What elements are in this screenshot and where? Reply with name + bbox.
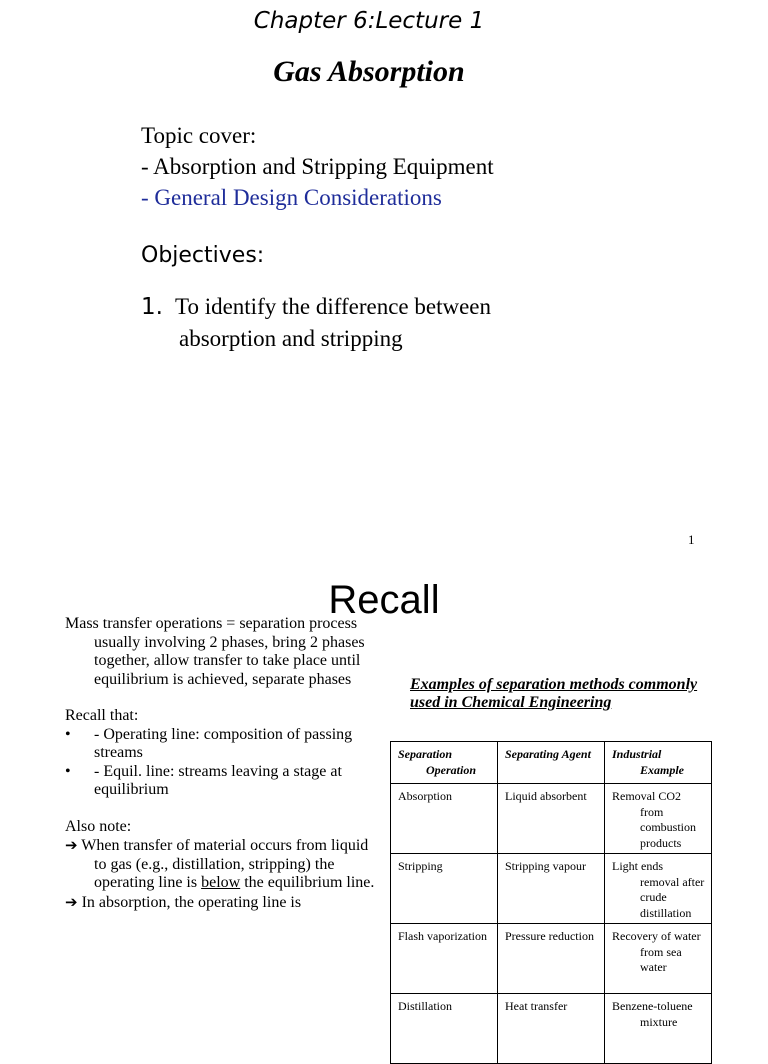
bullet-icon: • [65,725,71,743]
table-caption: Examples of separation methods commonly used in Chemical Engineering [410,676,698,711]
bullet-text: - Equil. line: streams leaving a stage at equilibrium [94,762,342,798]
topic-label: Topic cover: [141,123,257,148]
arrow-icon: ➔ [65,892,78,911]
bullet-item [65,726,375,763]
intro-paragraph: Mass transfer operations = separation process usually involving 2 phases, bring 2 phases together, allow transfer to take place until equilibrium is achieved, separate phases [65,615,365,688]
table-cell: Stripping vapour [498,854,605,924]
note-text-before: When transfer of material occurs from liquid to gas (e.g., distillation, stripping) the operating line is [81,837,369,891]
table-header-cell: Industrial Example [605,742,712,784]
recall-title: Recall [328,578,440,622]
topic-item: - Absorption and Stripping Equipment [141,154,494,179]
note-text: In absorption, the operating line is [81,893,302,911]
objective-text-line2: absorption and stripping [179,326,403,351]
table-cell: Flash vaporization [391,924,498,994]
table-row [391,924,712,994]
table-row [391,854,712,924]
table-cell: Light ends removal after crude distillation [605,854,712,924]
lecture-title: Gas Absorption [273,55,465,88]
objective-item [141,291,491,354]
note-text-after: the equilibrium line. [240,874,375,891]
topic-list [141,120,494,213]
table-cell: Liquid absorbent [498,784,605,854]
objective-number: 1. [141,294,163,320]
also-note-label: Also note: [65,817,132,835]
table-cell: Removal CO2 from combustion products [605,784,712,854]
chapter-heading: Chapter 6:Lecture 1 [253,8,485,34]
table-cell: Pressure reduction [498,924,605,994]
note-text-underlined: below [201,874,241,891]
topic-item-highlighted: - General Design Considerations [141,185,442,210]
table-cell: Benzene-toluene mixture [605,994,712,1064]
table-header-cell: Separation Operation [391,742,498,784]
table-row [391,784,712,854]
arrow-icon: ➔ [65,836,78,854]
objective-text-line1: To identify the difference between [175,294,491,319]
separation-methods-table [390,741,712,1064]
table-cell: Recovery of water from sea water [605,924,712,994]
table-cell: Heat transfer [498,994,605,1064]
table-row [391,994,712,1064]
table-header-cell: Separating Agent [498,742,605,784]
bullet-icon: • [65,762,71,780]
recall-label: Recall that: [65,707,139,724]
table-cell: Distillation [391,994,498,1064]
table-cell: Stripping [391,854,498,924]
note-item [65,836,375,893]
table-cell: Absorption [391,784,498,854]
bullet-text: - Operating line: composition of passing streams [94,725,353,761]
table-header-row [391,742,712,784]
bullet-item [65,763,375,800]
recall-notes [65,615,375,912]
page-number: 1 [688,532,695,547]
note-item [65,893,375,913]
objectives-heading: Objectives: [141,243,265,268]
